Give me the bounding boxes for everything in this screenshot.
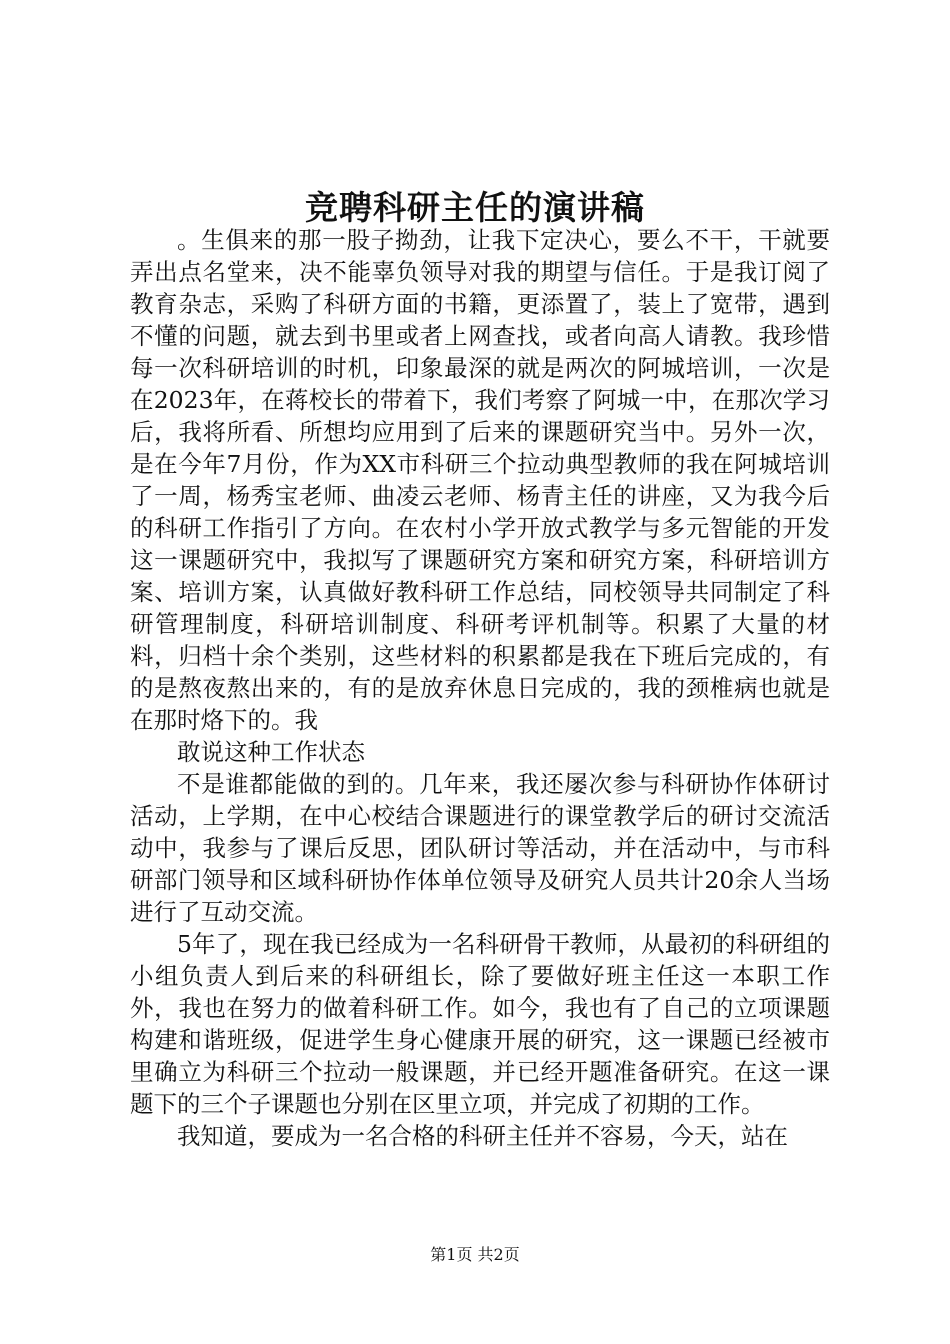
document-body (130, 224, 830, 1152)
page-number-footer: 第1页 共2页 (430, 1245, 520, 1264)
paragraph: 不是谁都能做的到的。几年来，我还屡次参与科研协作体研讨活动，上学期，在中心校结合课题进行的课堂教学后的研讨交流活动中，我参与了课后反思，团队研讨等活动，并在活动中，与市科研部门领导和区域科研协作体单位领导及研究人员共计20余人当场进行了互动交流。 (130, 770, 830, 926)
paragraph: 我知道，要成为一名合格的科研主任并不容易，今天，站在 (177, 1122, 788, 1150)
paragraph: 敢说这种工作状态 (177, 738, 365, 766)
document-title: 竞聘科研主任的演讲稿 (305, 188, 645, 227)
paragraph: 5年了，现在我已经成为一名科研骨干教师，从最初的科研组的小组负责人到后来的科研组长，除了要做好班主任这一本职工作外，我也在努力的做着科研工作。如今，我也有了自己的立项课题构建和谐班级，促进学生身心健康开展的研究，这一课题已经被市里确立为科研三个拉动一般课题，并已经开题准备研究。在这一课题下的三个子课题也分别在区里立项，并完成了初期的工作。 (130, 930, 830, 1118)
paragraph: 。生俱来的那一股子拗劲，让我下定决心，要么不干，干就要弄出点名堂来，决不能辜负领导对我的期望与信任。于是我订阅了教育杂志，采购了科研方面的书籍，更添置了，装上了宽带，遇到不懂的问题，就去到书里或者上网查找，或者向高人请教。我珍惜每一次科研培训的时机，印象最深的就是两次的阿城培训，一次是在2023年，在蒋校长的带着下，我们考察了阿城一中，在那次学习后，我将所看、所想均应用到了后来的课题研究当中。另外一次，是在今年7月份，作为XX市科研三个拉动典型教师的我在阿城培训了一周，杨秀宝老师、曲凌云老师、杨青主任的讲座，又为我今后的科研工作指引了方向。在农村小学开放式教学与多元智能的开发这一课题研究中，我拟写了课题研究方案和研究方案，科研培训方案、培训方案，认真做好教科研工作总结，同校领导共同制定了科研管理制度，科研培训制度、科研考评机制等。积累了大量的材料，归档十余个类别，这些材料的积累都是我在下班后完成的，有的是熬夜熬出来的，有的是放弃休息日完成的，我的颈椎病也就是在那时烙下的。我 (130, 226, 830, 734)
